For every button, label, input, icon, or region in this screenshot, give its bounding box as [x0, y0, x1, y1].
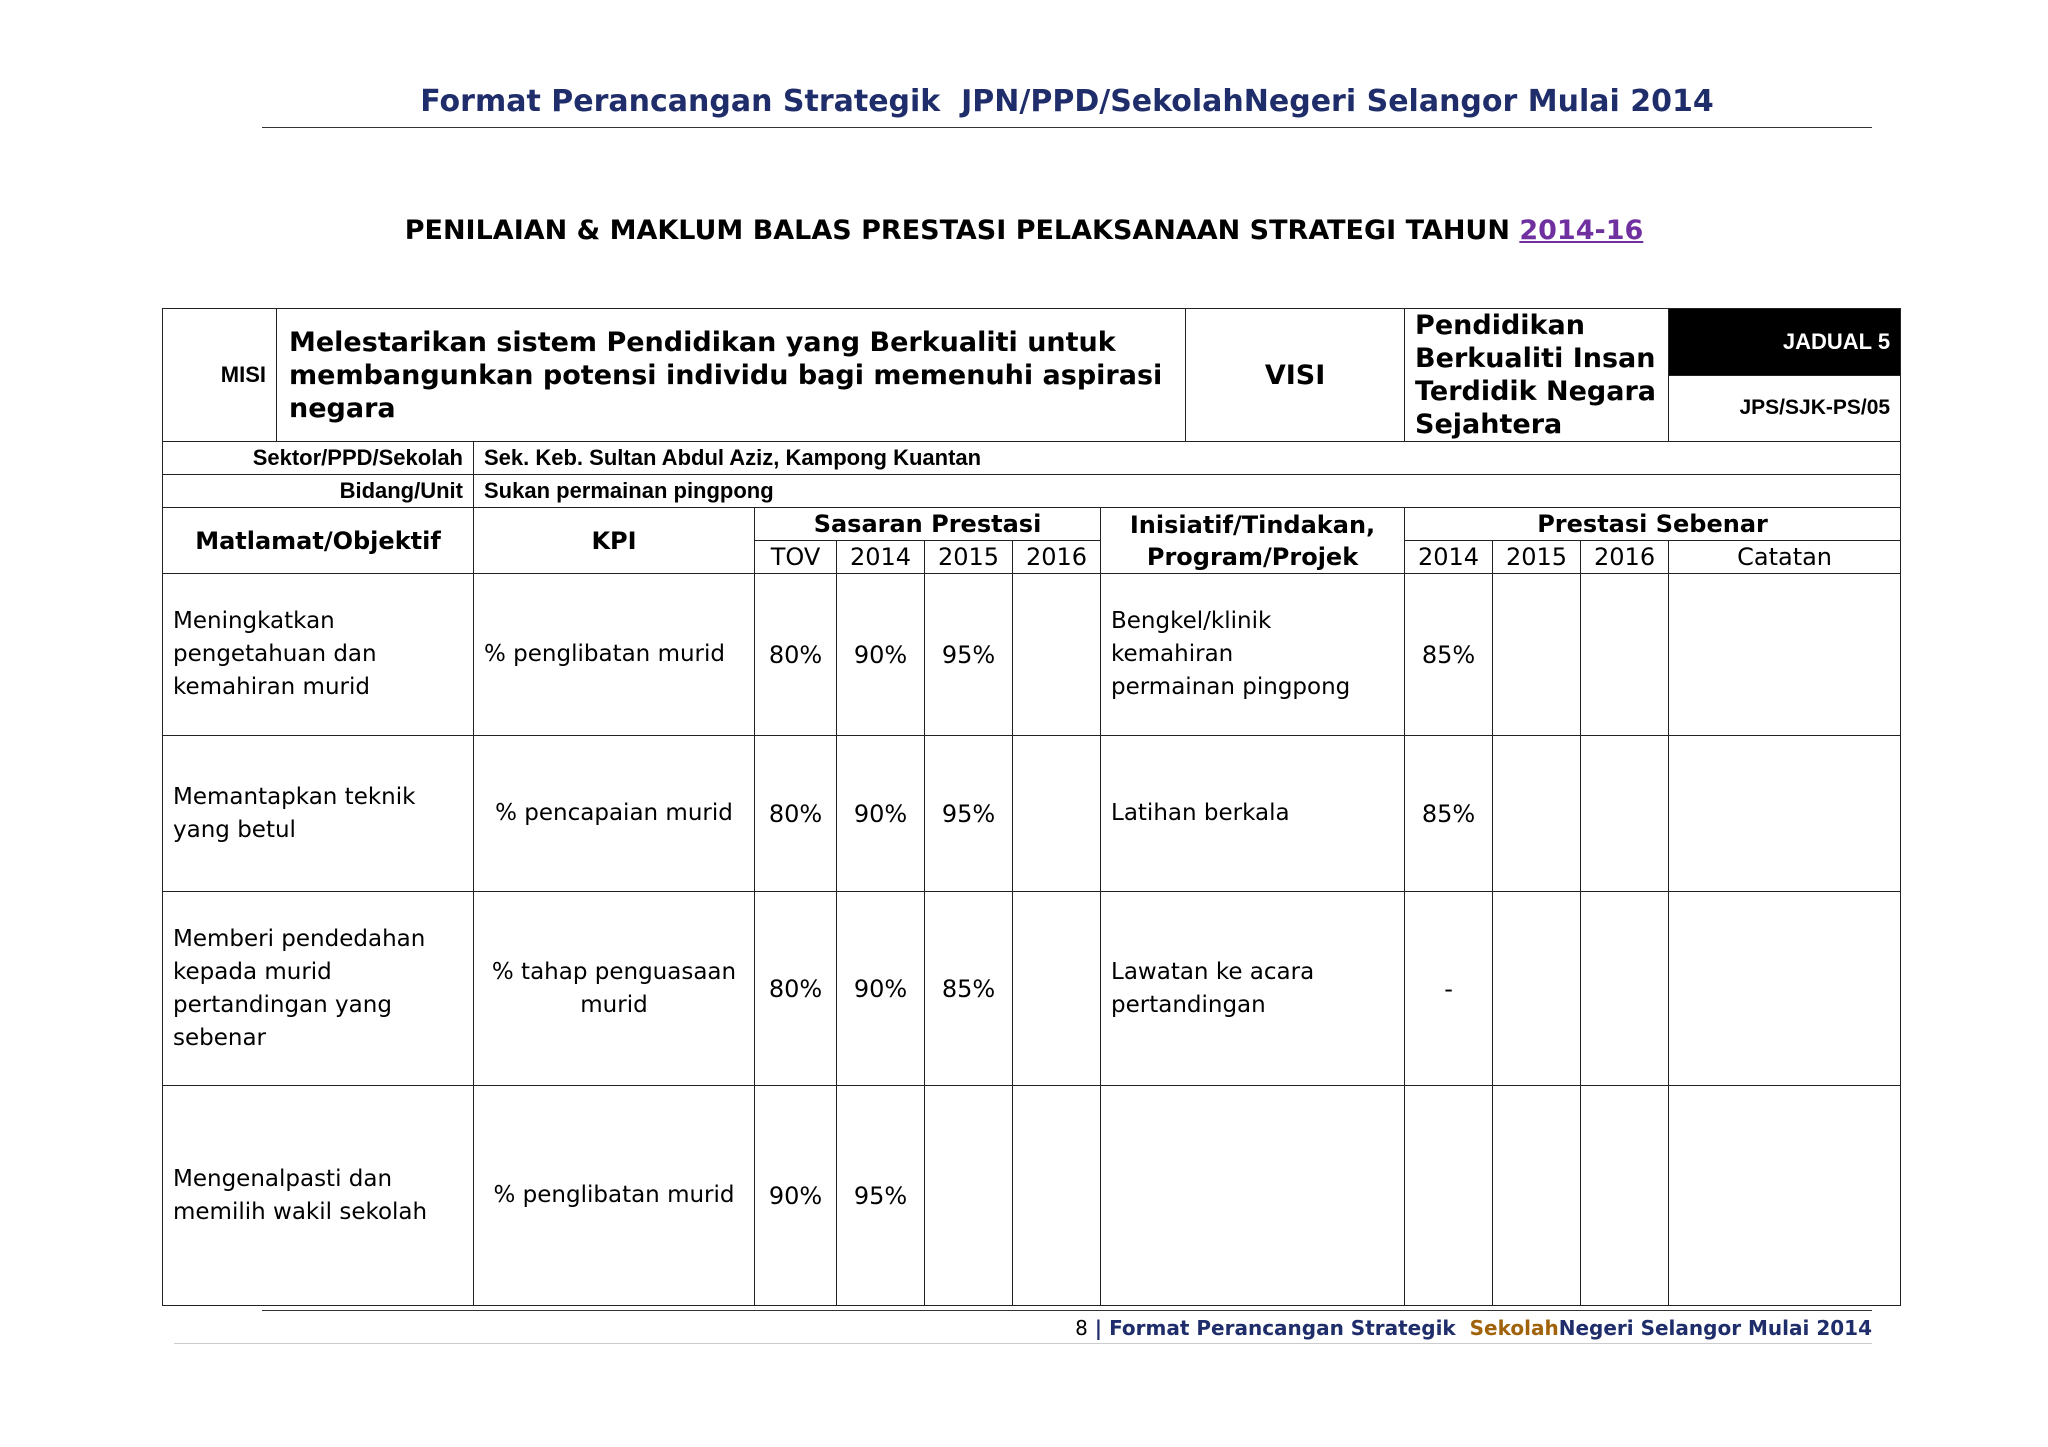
tov-cell: 90%	[755, 1086, 837, 1306]
objektif-line: memilih wakil sekolah	[173, 1198, 428, 1225]
sektor-label: Sektor/PPD/Sekolah	[163, 442, 474, 475]
header-inisiatif-line-1: Inisiatif/Tindakan,	[1129, 510, 1376, 539]
kpi-line: murid	[580, 991, 648, 1018]
document-title-years: 2014-16	[1519, 215, 1644, 246]
sasaran-2014-cell: 90%	[837, 736, 925, 892]
strategy-table	[162, 308, 1901, 1306]
visi-text	[1405, 309, 1669, 442]
sasaran-2015-cell: 95%	[925, 736, 1013, 892]
table-row	[163, 892, 1901, 1086]
prestasi-2015-cell	[1493, 574, 1581, 736]
footer-text-sekolah: Sekolah	[1469, 1316, 1559, 1340]
bidang-label: Bidang/Unit	[163, 475, 474, 508]
page-number: 8	[1075, 1316, 1088, 1340]
objektif-line: sebenar	[173, 1024, 267, 1051]
misi-text-line-1: Melestarikan sistem Pendidikan yang Berkualiti untuk	[289, 326, 1116, 358]
prestasi-2016-cell	[1581, 1086, 1669, 1306]
header-prestasi: Prestasi Sebenar	[1405, 508, 1901, 541]
sasaran-2014-cell: 90%	[837, 892, 925, 1086]
visi-label: VISI	[1186, 309, 1405, 442]
sasaran-2016-cell	[1013, 574, 1101, 736]
header-sasaran-2016: 2016	[1013, 541, 1101, 574]
header-rule	[262, 127, 1872, 128]
kpi-line: % tahap penguasaan	[491, 958, 737, 985]
inisiatif-line: Bengkel/klinik kemahiran	[1111, 608, 1272, 667]
objektif-line: kepada murid	[173, 958, 332, 985]
objektif-line: Memberi pendedahan	[173, 925, 426, 952]
misi-text	[277, 309, 1186, 442]
header-matlamat: Matlamat/Objektif	[163, 508, 474, 574]
misi-text-line-2: membangunkan potensi individu bagi memenuhi aspirasi negara	[289, 359, 1163, 424]
form-code: JPS/SJK-PS/05	[1669, 375, 1901, 442]
prestasi-2015-cell	[1493, 736, 1581, 892]
header-sasaran-2014: 2014	[837, 541, 925, 574]
objektif-cell	[163, 892, 474, 1086]
catatan-cell	[1669, 574, 1901, 736]
objektif-line: pertandingan yang	[173, 991, 392, 1018]
jadual-badge: JADUAL 5	[1669, 309, 1901, 376]
prestasi-2016-cell	[1581, 574, 1669, 736]
sasaran-2015-cell	[925, 1086, 1013, 1306]
prestasi-2016-cell	[1581, 736, 1669, 892]
prestasi-2014-cell: 85%	[1405, 736, 1493, 892]
catatan-cell	[1669, 1086, 1901, 1306]
header-inisiatif-line-2: Program/Projek	[1146, 542, 1359, 571]
prestasi-2014-cell: -	[1405, 892, 1493, 1086]
sasaran-2014-cell: 95%	[837, 1086, 925, 1306]
document-title	[0, 215, 2048, 246]
prestasi-2016-cell	[1581, 892, 1669, 1086]
objektif-line: Mengenalpasti dan	[173, 1165, 393, 1192]
sasaran-2015-cell: 85%	[925, 892, 1013, 1086]
inisiatif-cell: Latihan berkala	[1101, 736, 1405, 892]
header-sasaran: Sasaran Prestasi	[755, 508, 1101, 541]
footer-rule	[262, 1310, 1872, 1311]
sasaran-2016-cell	[1013, 736, 1101, 892]
objektif-line: pengetahuan dan	[173, 641, 377, 667]
bidang-value: Sukan permainan pingpong	[474, 475, 1901, 508]
sektor-value: Sek. Keb. Sultan Abdul Aziz, Kampong Kuantan	[474, 442, 1901, 475]
header-prestasi-2015: 2015	[1493, 541, 1581, 574]
sasaran-2016-cell	[1013, 892, 1101, 1086]
footer-separator: |	[1094, 1316, 1103, 1340]
kpi-cell: % penglibatan murid	[474, 574, 755, 736]
visi-text-line-1: Pendidikan Berkualiti Insan	[1415, 310, 1656, 374]
table-row	[163, 736, 1901, 892]
header-sasaran-2015: 2015	[925, 541, 1013, 574]
sasaran-2016-cell	[1013, 1086, 1101, 1306]
objektif-line: Memantapkan teknik	[173, 783, 416, 810]
objektif-line: kemahiran murid	[173, 674, 370, 700]
prestasi-2015-cell	[1493, 892, 1581, 1086]
catatan-cell	[1669, 892, 1901, 1086]
header-tov: TOV	[755, 541, 837, 574]
table-row	[163, 1086, 1901, 1306]
tov-cell: 80%	[755, 892, 837, 1086]
kpi-cell	[474, 892, 755, 1086]
tov-cell: 80%	[755, 574, 837, 736]
objektif-cell	[163, 574, 474, 736]
prestasi-2014-cell	[1405, 1086, 1493, 1306]
table-row	[163, 574, 1901, 736]
footer-text-end: Negeri Selangor Mulai 2014	[1558, 1316, 1872, 1340]
prestasi-2015-cell	[1493, 1086, 1581, 1306]
kpi-cell: % pencapaian murid	[474, 736, 755, 892]
misi-label: MISI	[163, 309, 277, 442]
sasaran-2014-cell: 90%	[837, 574, 925, 736]
objektif-line: Meningkatkan	[173, 608, 335, 634]
header-catatan: Catatan	[1669, 541, 1901, 574]
document-title-text: PENILAIAN & MAKLUM BALAS PRESTASI PELAKSANAAN STRATEGI TAHUN	[404, 215, 1520, 246]
footer-underline	[174, 1343, 1872, 1344]
inisiatif-line: Lawatan ke acara	[1111, 958, 1315, 985]
sasaran-2015-cell: 95%	[925, 574, 1013, 736]
inisiatif-cell	[1101, 892, 1405, 1086]
catatan-cell	[1669, 736, 1901, 892]
objektif-line: yang betul	[173, 816, 296, 843]
page-header-title: Format Perancangan Strategik JPN/PPD/SekolahNegeri Selangor Mulai 2014	[420, 84, 1714, 119]
page-footer	[1075, 1316, 1872, 1340]
objektif-cell	[163, 736, 474, 892]
inisiatif-line: pertandingan	[1111, 991, 1266, 1018]
inisiatif-line: permainan pingpong	[1111, 674, 1351, 700]
inisiatif-cell	[1101, 574, 1405, 736]
footer-text: Format Perancangan Strategik	[1109, 1316, 1470, 1340]
objektif-cell	[163, 1086, 474, 1306]
header-prestasi-2016: 2016	[1581, 541, 1669, 574]
header-inisiatif	[1101, 508, 1405, 574]
header-kpi: KPI	[474, 508, 755, 574]
visi-text-line-2: Terdidik Negara Sejahtera	[1415, 376, 1657, 440]
prestasi-2014-cell: 85%	[1405, 574, 1493, 736]
tov-cell: 80%	[755, 736, 837, 892]
kpi-cell: % penglibatan murid	[474, 1086, 755, 1306]
header-prestasi-2014: 2014	[1405, 541, 1493, 574]
inisiatif-cell	[1101, 1086, 1405, 1306]
